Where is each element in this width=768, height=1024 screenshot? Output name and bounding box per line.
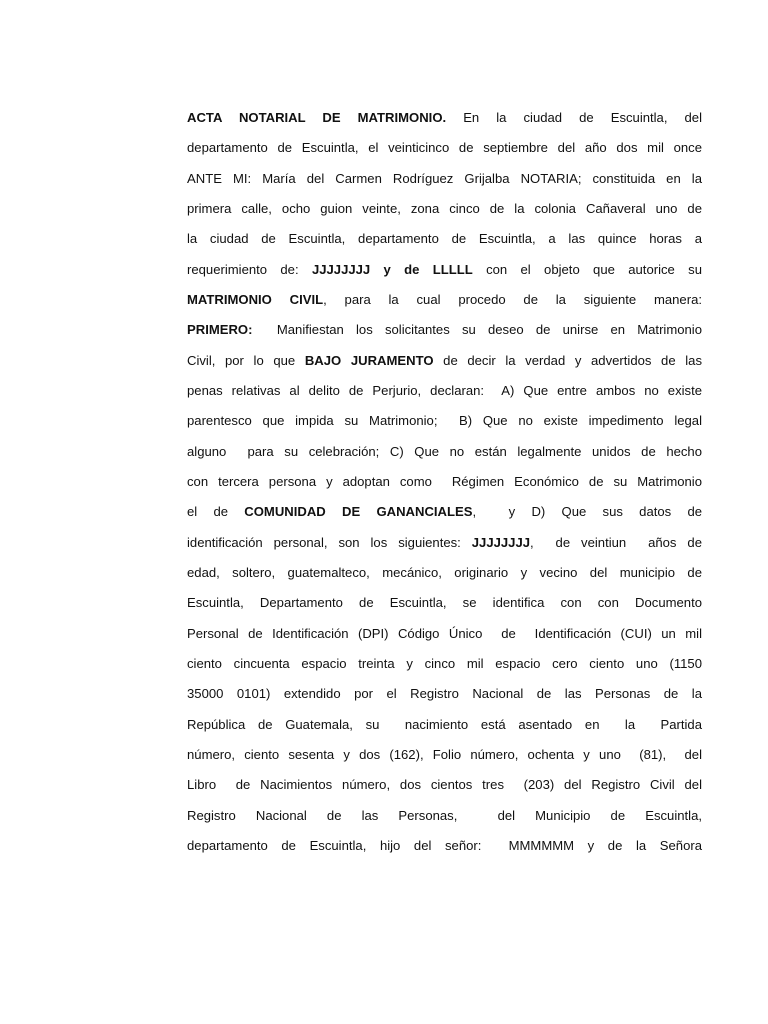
text-segment: el de <box>187 504 245 520</box>
text-segment: República de Guatemala, su nacimiento está asentado en la Partida <box>187 716 702 732</box>
document-body <box>187 103 702 861</box>
text-segment: requerimiento de: <box>187 261 312 277</box>
text-line <box>187 103 702 133</box>
text-segment: departamento de Escuintla, el veinticinco de septiembre del año dos mil once <box>187 140 702 156</box>
bold-text-segment: MATRIMONIO CIVIL <box>187 291 324 307</box>
bold-text-segment: ACTA NOTARIAL DE MATRIMONIO. <box>187 110 447 125</box>
text-segment: con el objeto que autorice su <box>472 261 702 277</box>
text-line <box>187 649 702 679</box>
text-line <box>187 437 702 467</box>
text-segment: de decir la verdad y advertidos de las <box>433 352 702 368</box>
text-line <box>187 619 702 649</box>
text-line <box>187 710 702 740</box>
text-segment: Escuintla, Departamento de Escuintla, se identifica con con Documento <box>187 595 702 611</box>
text-segment: ciento cincuenta espacio treinta y cinco mil espacio cero ciento uno (1150 <box>187 655 702 671</box>
text-segment: con tercera persona y adoptan como Régimen Económico de su Matrimonio <box>187 473 702 489</box>
text-segment: En la ciudad de Escuintla, del <box>446 110 702 125</box>
text-segment: edad, soltero, guatemalteco, mecánico, originario y vecino del municipio de <box>187 564 702 580</box>
text-line <box>187 679 702 709</box>
text-line <box>187 770 702 800</box>
text-segment: Civil, por lo que <box>187 352 305 368</box>
text-segment: Manifiestan los solicitantes su deseo de unirse en Matrimonio <box>252 322 702 338</box>
text-segment: departamento de Escuintla, hijo del señor: MMMMMM y de la Señora <box>187 837 702 853</box>
text-line <box>187 194 702 224</box>
text-segment: identificación personal, son los siguientes: <box>187 534 472 550</box>
text-line <box>187 831 702 861</box>
text-segment: primera calle, ocho guion veinte, zona cinco de la colonia Cañaveral uno de <box>187 200 702 216</box>
text-line <box>187 255 702 285</box>
bold-text-segment: JJJJJJJJ <box>471 534 531 550</box>
text-segment: Personal de Identificación (DPI) Código Único de Identificación (CUI) un mil <box>187 625 702 641</box>
text-line <box>187 801 702 831</box>
text-line <box>187 346 702 376</box>
text-segment: alguno para su celebración; C) Que no están legalmente unidos de hecho <box>187 443 702 459</box>
bold-text-segment: COMUNIDAD DE GANANCIALES <box>244 504 473 520</box>
text-segment: , y D) Que sus datos de <box>472 504 703 520</box>
bold-text-segment: PRIMERO: <box>187 322 253 338</box>
text-segment: número, ciento sesenta y dos (162), Folio número, ochenta y uno (81), del <box>187 746 702 762</box>
text-line <box>187 315 702 345</box>
bold-text-segment: BAJO JURAMENTO <box>304 352 434 368</box>
text-line <box>187 406 702 436</box>
text-segment: la ciudad de Escuintla, departamento de Escuintla, a las quince horas a <box>187 231 702 247</box>
text-line <box>187 133 702 163</box>
text-line <box>187 224 702 254</box>
text-line <box>187 164 702 194</box>
text-line <box>187 285 702 315</box>
text-line <box>187 558 702 588</box>
text-segment: 35000 0101) extendido por el Registro Nacional de las Personas de la <box>187 686 702 702</box>
text-segment: Libro de Nacimientos número, dos cientos tres (203) del Registro Civil del <box>187 777 702 793</box>
text-line <box>187 467 702 497</box>
text-segment: ANTE MI: María del Carmen Rodríguez Grijalba NOTARIA; constituida en la <box>187 170 702 186</box>
text-segment: , de veintiun años de <box>530 534 702 550</box>
text-segment: penas relativas al delito de Perjurio, declaran: A) Que entre ambos no existe <box>187 382 702 398</box>
text-line <box>187 528 702 558</box>
text-line <box>187 497 702 527</box>
text-segment: , para la cual procedo de la siguiente manera: <box>323 291 702 307</box>
bold-text-segment: JJJJJJJJ y de LLLLL <box>311 261 473 277</box>
text-segment: Registro Nacional de las Personas, del Municipio de Escuintla, <box>187 807 702 823</box>
text-line <box>187 588 702 618</box>
text-line <box>187 376 702 406</box>
text-segment: parentesco que impida su Matrimonio; B) Que no existe impedimento legal <box>187 413 702 429</box>
text-line <box>187 740 702 770</box>
